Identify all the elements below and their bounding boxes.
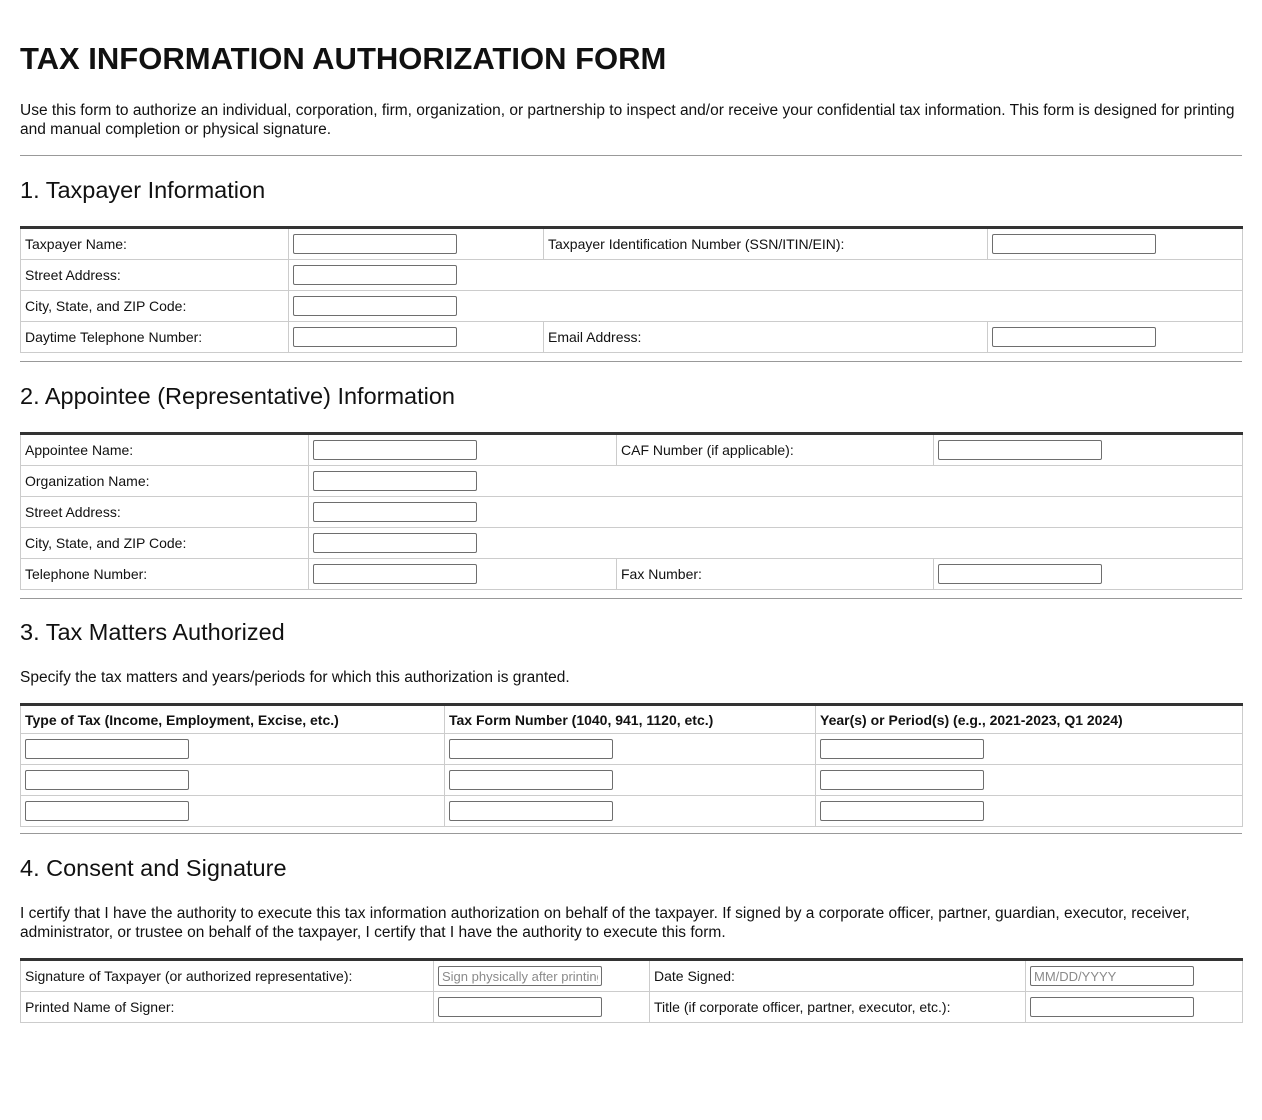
tax-type-field[interactable]	[25, 739, 189, 759]
appointee-phone-label: Telephone Number:	[21, 559, 309, 590]
taxpayer-phone-field[interactable]	[293, 327, 457, 347]
date-signed-label: Date Signed:	[650, 960, 1026, 992]
tax-form-number-field[interactable]	[449, 770, 613, 790]
column-header-type-of-tax: Type of Tax (Income, Employment, Excise, etc.)	[21, 705, 445, 734]
tax-type-field[interactable]	[25, 770, 189, 790]
date-signed-field[interactable]	[1030, 966, 1194, 986]
table-row	[21, 228, 1243, 260]
tax-type-field[interactable]	[25, 801, 189, 821]
section-3-description: Specify the tax matters and years/periods for which this authorization is granted.	[20, 669, 570, 686]
tax-form-number-field[interactable]	[449, 739, 613, 759]
printed-name-field[interactable]	[438, 997, 602, 1017]
section-4-heading: 4. Consent and Signature	[20, 855, 287, 881]
printed-name-label: Printed Name of Signer:	[21, 992, 434, 1023]
divider	[20, 598, 1242, 599]
appointee-info-table	[20, 432, 1243, 590]
taxpayer-city-field[interactable]	[293, 296, 457, 316]
section-2-heading: 2. Appointee (Representative) Information	[20, 383, 456, 409]
appointee-name-label: Appointee Name:	[21, 434, 309, 466]
signature-table	[20, 958, 1243, 1023]
divider	[20, 833, 1242, 834]
appointee-street-label: Street Address:	[21, 497, 309, 528]
taxpayer-email-label: Email Address:	[544, 322, 988, 353]
tax-form-number-field[interactable]	[449, 801, 613, 821]
table-row	[21, 260, 1243, 291]
section-3-heading: 3. Tax Matters Authorized	[20, 619, 285, 645]
caf-number-field[interactable]	[938, 440, 1102, 460]
fax-number-label: Fax Number:	[617, 559, 934, 590]
appointee-phone-field[interactable]	[313, 564, 477, 584]
tin-field[interactable]	[992, 234, 1156, 254]
table-row	[21, 960, 1243, 992]
tax-period-field[interactable]	[820, 739, 984, 759]
table-row	[21, 528, 1243, 559]
taxpayer-street-field[interactable]	[293, 265, 457, 285]
table-header-row	[21, 705, 1243, 734]
tax-matters-table	[20, 703, 1243, 827]
column-header-years-periods: Year(s) or Period(s) (e.g., 2021-2023, Q1 2024)	[816, 705, 1243, 734]
table-row	[21, 291, 1243, 322]
consent-statement: I certify that I have the authority to execute this tax information authorization on behalf of the taxpayer. If signed by a corporate officer, partner, guardian, executor, receiver, administrator, or trustee on behalf of the taxpayer, I certify that I have the authority to execute this form.	[20, 905, 1190, 941]
table-row	[21, 559, 1243, 590]
signature-label: Signature of Taxpayer (or authorized representative):	[21, 960, 434, 992]
appointee-name-field[interactable]	[313, 440, 477, 460]
taxpayer-info-table	[20, 226, 1243, 353]
fax-number-field[interactable]	[938, 564, 1102, 584]
table-row	[21, 434, 1243, 466]
section-1-heading: 1. Taxpayer Information	[20, 177, 266, 203]
divider	[20, 155, 1242, 156]
signature-field[interactable]	[438, 966, 602, 986]
tax-period-field[interactable]	[820, 801, 984, 821]
table-row	[21, 796, 1243, 827]
appointee-street-field[interactable]	[313, 502, 477, 522]
table-row	[21, 992, 1243, 1023]
divider	[20, 361, 1242, 362]
page-title: TAX INFORMATION AUTHORIZATION FORM	[20, 41, 667, 76]
column-header-tax-form-number: Tax Form Number (1040, 941, 1120, etc.)	[445, 705, 816, 734]
organization-name-field[interactable]	[313, 471, 477, 491]
appointee-city-label: City, State, and ZIP Code:	[21, 528, 309, 559]
taxpayer-street-label: Street Address:	[21, 260, 289, 291]
table-row	[21, 322, 1243, 353]
intro-text: Use this form to authorize an individual, corporation, firm, organization, or partnership to inspect and/or receive your confidential tax information. This form is designed for printing and manual completion or physical signature.	[20, 102, 1235, 138]
organization-name-label: Organization Name:	[21, 466, 309, 497]
caf-number-label: CAF Number (if applicable):	[617, 434, 934, 466]
signer-title-field[interactable]	[1030, 997, 1194, 1017]
signer-title-label: Title (if corporate officer, partner, executor, etc.):	[650, 992, 1026, 1023]
taxpayer-email-field[interactable]	[992, 327, 1156, 347]
appointee-city-field[interactable]	[313, 533, 477, 553]
tax-period-field[interactable]	[820, 770, 984, 790]
table-row	[21, 466, 1243, 497]
taxpayer-city-label: City, State, and ZIP Code:	[21, 291, 289, 322]
table-row	[21, 765, 1243, 796]
tin-label: Taxpayer Identification Number (SSN/ITIN/EIN):	[544, 228, 988, 260]
table-row	[21, 497, 1243, 528]
taxpayer-name-field[interactable]	[293, 234, 457, 254]
table-row	[21, 734, 1243, 765]
taxpayer-phone-label: Daytime Telephone Number:	[21, 322, 289, 353]
taxpayer-name-label: Taxpayer Name:	[21, 228, 289, 260]
